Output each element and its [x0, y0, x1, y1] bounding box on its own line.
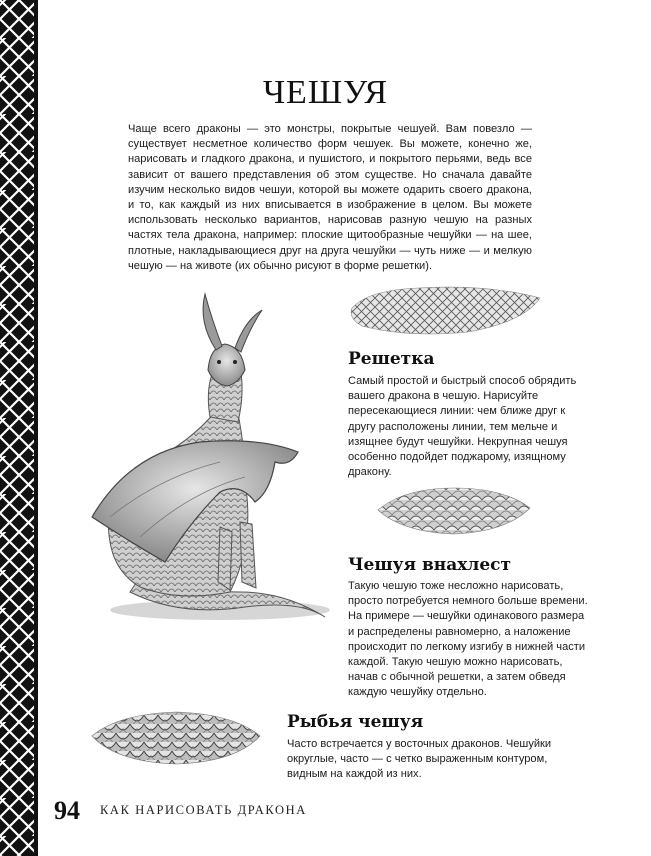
section-text-lattice: Самый простой и быстрый способ обрядить вашего дракона в чешую. Нарисуйте пересекающиеся линии: чем ближе друг к другу расположены линии, тем мельче и изящнее будут чешуйки. Некрупная чешуя особенно подойдет поджарому, изящному дракону.: [348, 375, 577, 479]
section-heading-fish: Рыбья чешуя: [287, 712, 424, 732]
decorative-border: [0, 0, 38, 856]
page-number: 94: [54, 796, 80, 825]
running-title: КАК НАРИСОВАТЬ ДРАКОНА: [100, 803, 307, 817]
intro-paragraph: Чаще всего драконы — это монстры, покрытые чешуей. Вам повезло — существует несметное количество форм чешуек. Вы можете, конечно же, нарисовать и гладкого дракона, и пушистого, и покрытого перьями, ведь все зависит от вашего представления об этом существе. Но сначала давайте изучим несколько видов чешуи, которой вы можете одарить своего дракона, и то, как каждый из них вписывается в изображение в целом. Вы можете использовать несколько вариантов, нарисовав разную чешую на разных частях тела дракона, например: плоские щитообразные чешуйки — на шее, плотные, накладывающиеся друг на друга чешуйки — чуть ниже — и мелкую чешую — на животе (их обычно рисуют в форме решетки).: [128, 123, 532, 272]
overlapping-scale-swatch: [374, 480, 534, 540]
dragon-illustration: [70, 292, 330, 627]
section-text-fish: Часто встречается у восточных драконов. Чешуйки округлые, часто — с четко выраженным контуром, видным на каждой из них.: [287, 738, 552, 781]
lattice-scale-swatch: [348, 280, 544, 340]
section-text-overlap: Такую чешую тоже несложно нарисовать, просто потребуется немного больше времени. На примере — чешуйки одинакового размера и распределены равномерно, а наложение происходит по легкому изгибу в нижней части каждой. Такую чешую можно нарисовать, начав с обычной решетки, а затем обведя каждую чешуйку отдельно.: [348, 580, 588, 699]
page-title: ЧЕШУЯ: [262, 74, 389, 111]
section-heading-overlap: Чешуя внахлест: [348, 555, 512, 575]
fish-scale-swatch: [88, 706, 264, 768]
section-heading-lattice: Решетка: [348, 349, 435, 369]
